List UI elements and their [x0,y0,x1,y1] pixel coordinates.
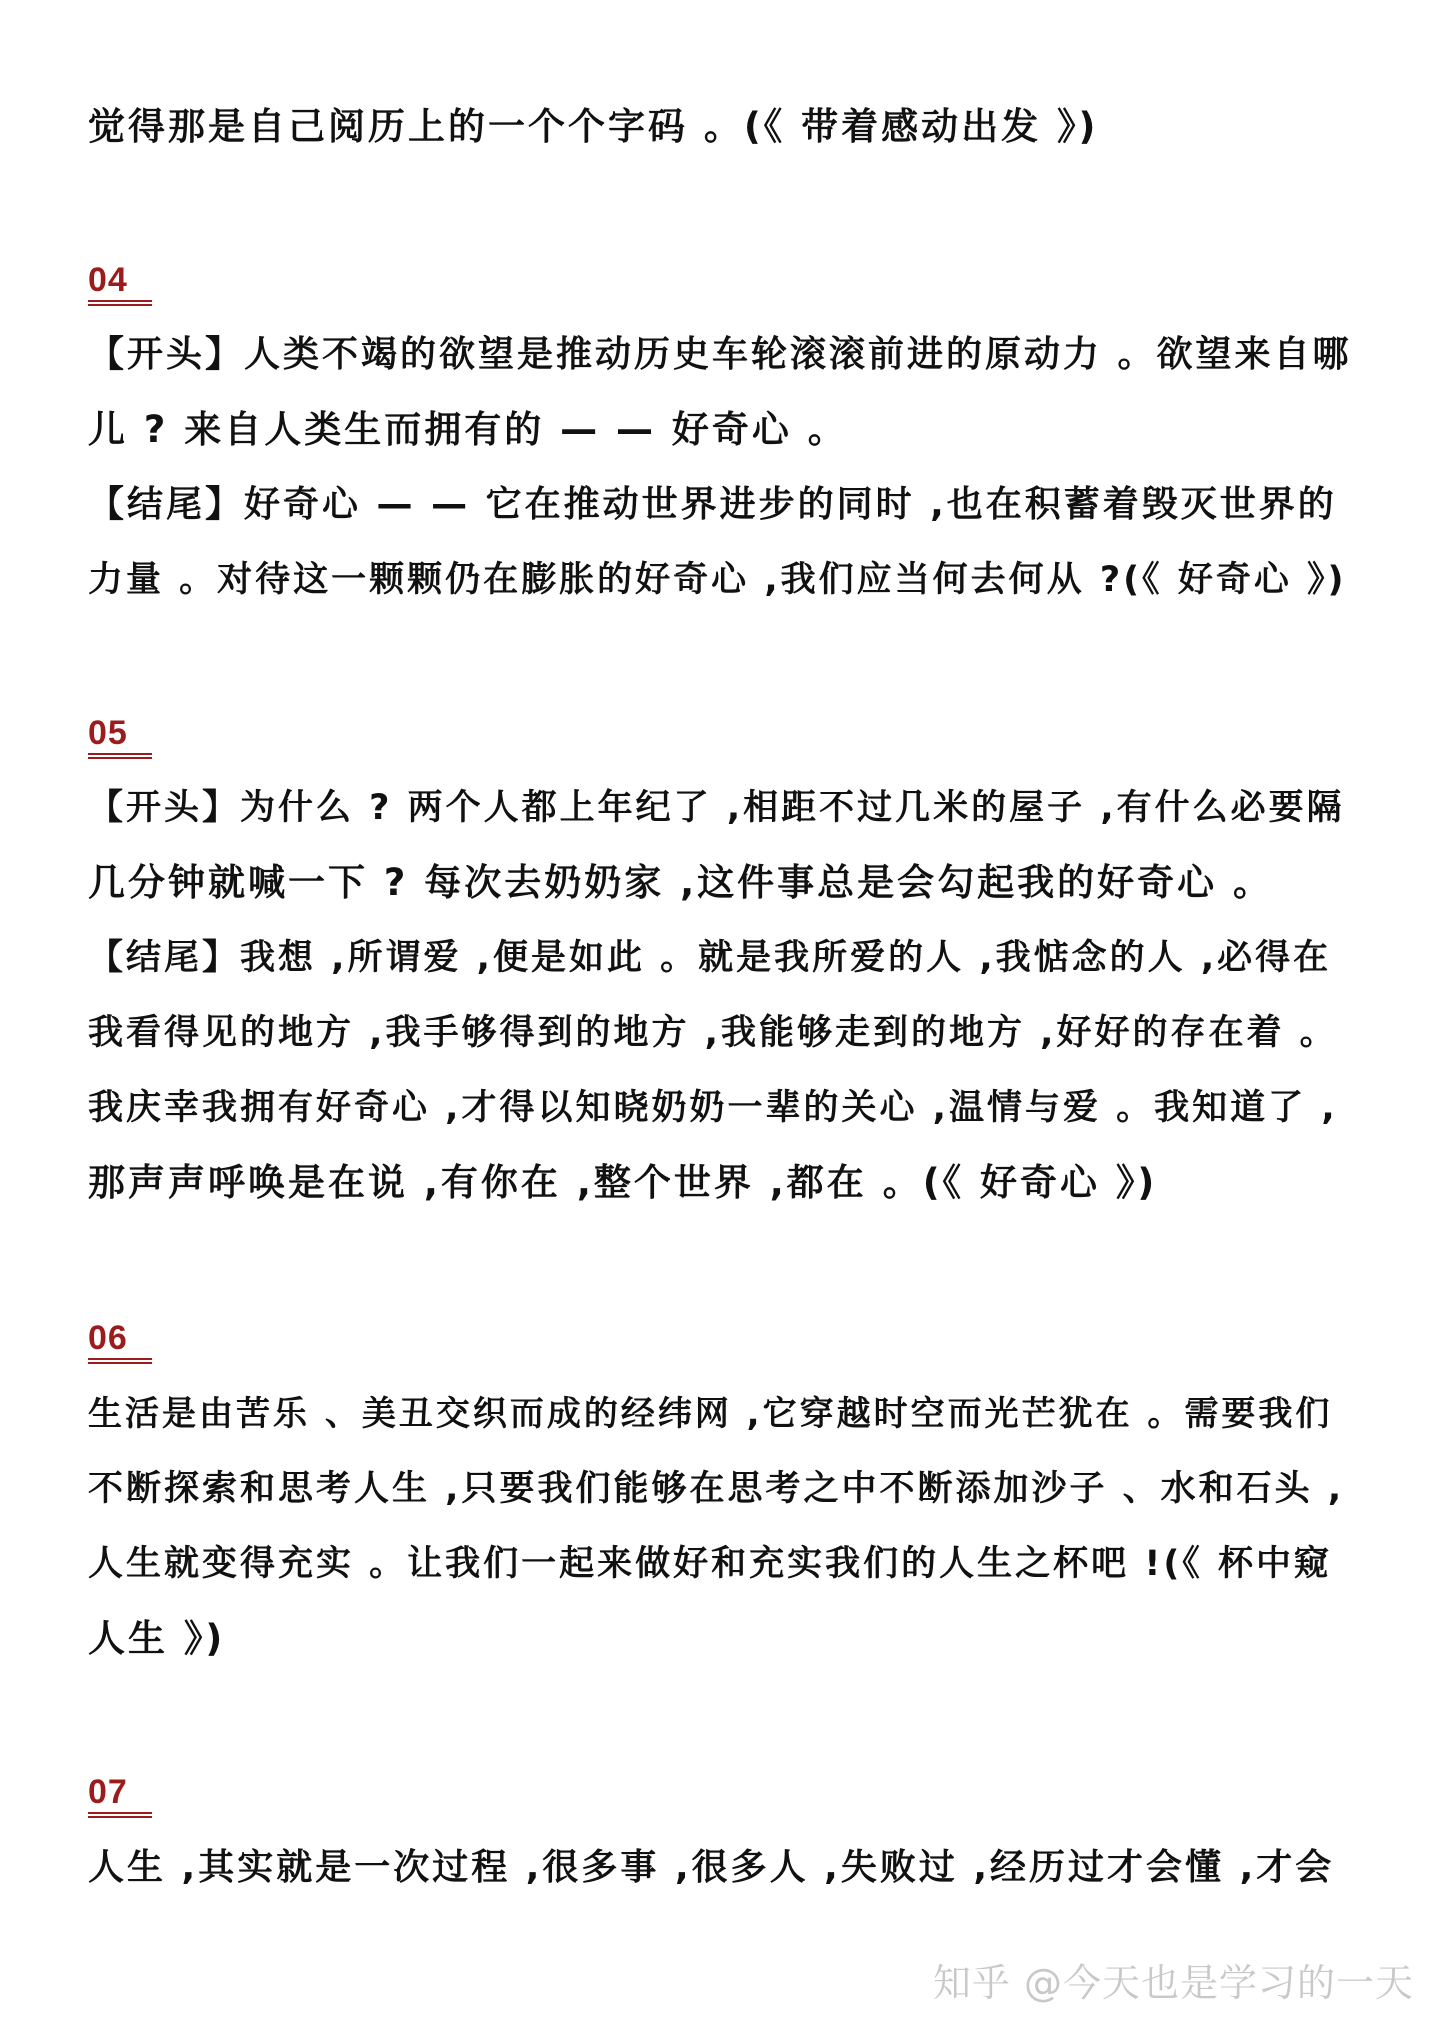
paragraph-line: 【开头】人类不竭的欲望是推动历史车轮滚滚前进的原动力 。欲望来自哪 [88,334,1352,375]
paragraph-line: 【开头】为什么 ? 两个人都上年纪了 ,相距不过几米的屋子 ,有什么必要隔 [88,788,1345,828]
paragraph-line: 人生 ,其实就是一次过程 ,很多事 ,很多人 ,失败过 ,经历过才会懂 ,才会 [88,1847,1335,1888]
paragraph-line: 我看得见的地方 ,我手够得到的地方 ,我能够走到的地方 ,好好的存在着 。 [88,1013,1338,1053]
section-number-underline [88,300,152,306]
paragraph-line: 觉得那是自己阅历上的一个个字码 。(《 带着感动出发 》) [88,105,1099,148]
paragraph-line: 人生就变得充实 。让我们一起来做好和充实我们的人生之杯吧 !(《 杯中窥 [88,1544,1333,1584]
paragraph-line: 生活是由苦乐 、美丑交织而成的经纬网 ,它穿越时空而光芒犹在 。需要我们 [88,1394,1333,1434]
paragraph-line: 人生 》) [88,1617,226,1660]
paragraph-line: 力量 。对待这一颗颗仍在膨胀的好奇心 ,我们应当何去何从 ?(《 好奇心 》) [88,560,1347,600]
paragraph-line: 儿 ? 来自人类生而拥有的 — — 好奇心 。 [88,408,848,451]
paragraph-line: 我庆幸我拥有好奇心 ,才得以知晓奶奶一辈的关心 ,温情与爱 。我知道了 , [88,1088,1338,1128]
section-number-underline [88,1358,152,1364]
paragraph-line: 那声声呼唤是在说 ,有你在 ,整个世界 ,都在 。(《 好奇心 》) [88,1161,1158,1204]
section-number-06: 06 [88,1319,128,1357]
paragraph-line: 几分钟就喊一下 ? 每次去奶奶家 ,这件事总是会勾起我的好奇心 。 [88,861,1274,904]
section-number-underline [88,753,152,759]
paragraph-line: 【结尾】我想 ,所谓爱 ,便是如此 。就是我所爱的人 ,我惦念的人 ,必得在 [88,938,1332,978]
paragraph-line: 【结尾】好奇心 — — 它在推动世界进步的同时 ,也在积蓄着毁灭世界的 [88,484,1337,525]
section-number-underline [88,1812,152,1818]
paragraph-line: 不断探索和思考人生 ,只要我们能够在思考之中不断添加沙子 、水和石头 , [88,1469,1345,1509]
zhihu-watermark: 知乎 @今天也是学习的一天 [932,1961,1414,2005]
section-number-05: 05 [88,714,128,752]
section-number-04: 04 [88,261,128,299]
section-number-07: 07 [88,1773,128,1811]
